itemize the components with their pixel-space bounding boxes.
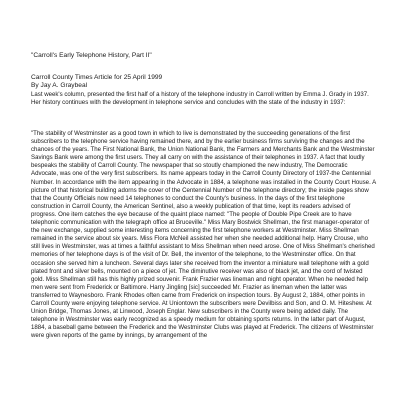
intro-paragraph: Last week's column, presented the first half of a history of the telephone industry in Carroll written by Emma J. Grady in 1937. Her history continues with the development in telephone service and concludes with the state of the industry in 1937: bbox=[31, 91, 369, 107]
publication-line: Carroll County Times Article for 25 April 1999 bbox=[31, 74, 163, 81]
article-title: "Carroll's Early Telephone History, Part II" bbox=[31, 52, 152, 59]
byline: By Jay A. Graybeal bbox=[31, 82, 88, 89]
main-paragraph: "The stability of Westminster as a good town in which to live is demonstrated by the succeeding generations of the first subscribers to the telephone service having remained there, and by the earlier business firms surviving the changes and the chances of the years. The First National Bank, the Union National Bank, the Farmers and Merchants Bank and the Westminster Savings Bank were among the first users. They all carry on with the assistance of their telephones in 1937. A fact that loudly bespeaks the stability of Carroll County. The newspaper that so stoutly championed the new industry, The Democratic Advocate, was one of the very first subscribers. Its name appears today in the Carroll County Directory of 1937-the Centennial Number. In accordance with the item appearing in the Advocate in 1884, a telephone was installed in the County Court House. A picture of that historical building adorns the cover of the Centennial Number of the telephone directory; the inside pages show that the County Officials now need 14 telephones to conduct the County's business. In the days of the first telephone construction in Carroll County, the American Sentinel, also a weekly publication of that time, kept its readers advised of progress. One item catches the eye because of the quaint place named: "The people of Double Pipe Creek are to have telephonic communication with the telegraph office at Bruceville." Miss Mary Bostwick Shellman, the first manager-operator of the new exchange, supplied some interesting items concerning the first telephone workers at Westminster. Miss Shellman remained in the service about six years. Miss Flora McNeil assisted her when she needed additional help. Harry Crouse, who still lives in Westminster, was at times a faithful assistant to Miss Shellman when need arose. One of Miss Shellman's cherished memories of her telephone days is of the visit of Dr. Bell, the inventor of the telephone, to the Westminster office. On that occasion she served him a luncheon. Several days later she received from the inventor a miniature wall telephone with a gold plated front and silver bells, mounted on a piece of jet. The diminutive receiver was also of black jet, and the cord of twisted gold. Miss Shellman still has this highly prized souvenir. Frank Frazier was lineman and night operator. When he needed help men were sent from Frederick or Baltimore. Harry Jingling [sic] succeeded Mr. Frazier as lineman when the latter was transferred to Waynesboro. Frank Rhodes often came from Frederick on inspection tours. By August 2, 1884, other points in Carroll County were enjoying telephone service. At Uniontown the subscribers were Devilbiss and Son, and O. M. Hiteshew. At Union Bridge, Thomas Jones, at Linwood, Joseph Englar. New subscribers in the County were being added daily. The telephone in Westminster was early recognized as a speedy medium for obtaining sports returns. In the latter part of August, 1884, a baseball game between the Frederick and the Westminster Clubs was played at Frederick. The citizens of Westminster were given reports of the game by innings, by arrangement of the bbox=[31, 130, 376, 340]
